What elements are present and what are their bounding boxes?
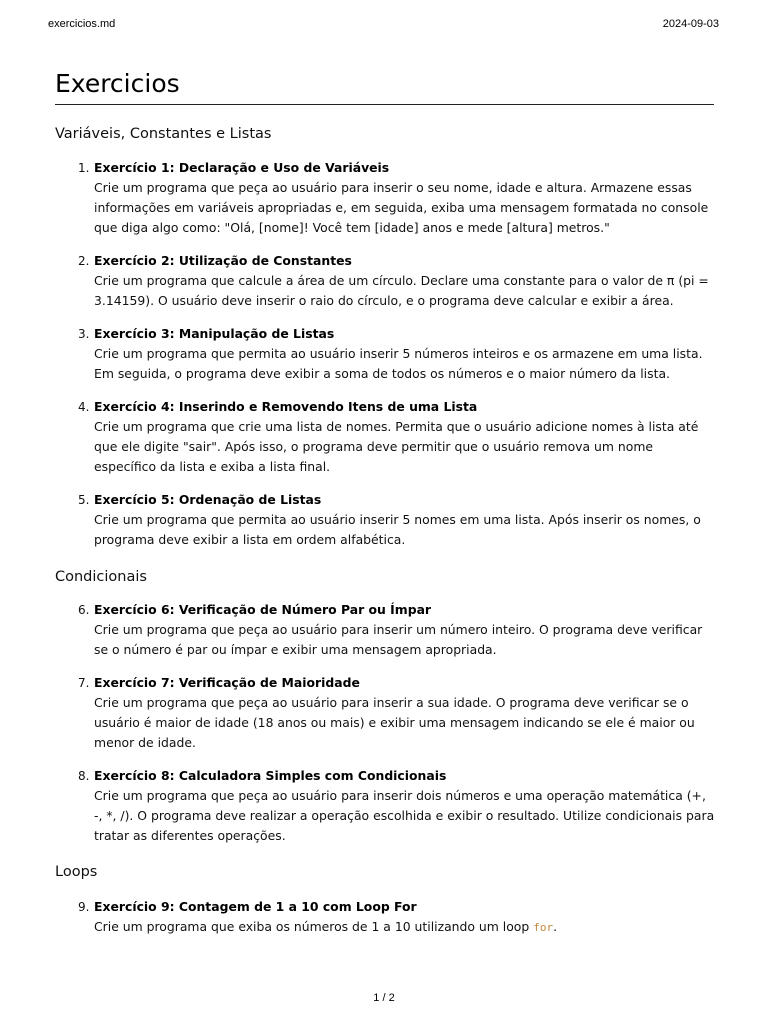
exercise-number: 1. — [78, 161, 90, 175]
exercise-description-text: Crie um programa que exiba os números de 1 a 10 utilizando um loop — [94, 919, 530, 934]
exercise-description: Crie um programa que peça ao usuário para inserir o seu nome, idade e altura. Armazene essas informações em variáveis apropriadas e, em seguida, exiba uma mensagem formatada no console que diga algo como: "Olá, [nome]! Você tem [idade] anos e mede [altura] metros." — [94, 180, 709, 235]
exercise-title: Exercício 2: Utilização de Constantes — [94, 253, 352, 268]
page-number: 1 / 2 — [373, 992, 395, 1004]
section-heading-variaveis: Variáveis, Constantes e Listas — [55, 126, 272, 142]
exercise-title: Exercício 3: Manipulação de Listas — [94, 326, 335, 341]
exercise-title: Exercício 8: Calculadora Simples com Condicionais — [94, 768, 447, 783]
exercise-title: Exercício 7: Verificação de Maioridade — [94, 675, 360, 690]
exercise-description: Crie um programa que peça ao usuário para inserir a sua idade. O programa deve verificar se o usuário é maior de idade (18 anos ou mais) e exibir uma mensagem indicando se ele é maior ou menor de idade. — [94, 695, 695, 750]
exercise-description: Crie um programa que peça ao usuário para inserir um número inteiro. O programa deve verificar se o número é par ou ímpar e exibir uma mensagem apropriada. — [94, 622, 703, 657]
exercise-number: 8. — [78, 769, 90, 783]
exercise-number: 2. — [78, 254, 90, 268]
exercise-description: Crie um programa que permita ao usuário inserir 5 números inteiros e os armazene em uma lista. Em seguida, o programa deve exibir a soma de todos os números e o maior número da lista. — [94, 346, 703, 381]
exercise-item — [78, 324, 716, 384]
exercise-number: 3. — [78, 327, 90, 341]
exercise-item — [78, 897, 716, 938]
exercise-item — [78, 490, 716, 550]
exercise-description: Crie um programa que peça ao usuário para inserir dois números e uma operação matemática (+, -, *, /). O programa deve realizar a operação escolhida e exibir o resultado. Utilize condicionais para tratar as diferentes operações. — [94, 788, 715, 843]
inline-code: for — [533, 921, 554, 934]
exercise-item — [78, 397, 716, 477]
exercise-description — [94, 917, 716, 938]
exercise-number: 7. — [78, 676, 90, 690]
page-title: Exercicios — [55, 68, 714, 105]
exercise-item — [78, 251, 716, 311]
exercise-number: 5. — [78, 493, 90, 507]
exercise-number: 4. — [78, 400, 90, 414]
exercise-number: 6. — [78, 603, 90, 617]
exercise-description: Crie um programa que calcule a área de um círculo. Declare uma constante para o valor de π (pi = 3.14159). O usuário deve inserir o raio do círculo, e o programa deve calcular e exibir a área. — [94, 273, 709, 308]
exercise-item — [78, 766, 716, 846]
exercise-description: Crie um programa que permita ao usuário inserir 5 nomes em uma lista. Após inserir os nomes, o programa deve exibir a lista em ordem alfabética. — [94, 512, 701, 547]
exercise-title: Exercício 6: Verificação de Número Par ou Ímpar — [94, 602, 432, 617]
print-header — [48, 17, 719, 31]
document-filename: exercicios.md — [48, 18, 116, 30]
exercise-item — [78, 673, 716, 753]
exercise-item — [78, 600, 716, 660]
section-heading-loops: Loops — [55, 864, 98, 880]
exercise-number: 9. — [78, 900, 90, 914]
section-heading-condicionais: Condicionais — [55, 569, 147, 585]
exercise-title: Exercício 5: Ordenação de Listas — [94, 492, 322, 507]
print-date: 2024-09-03 — [662, 18, 719, 30]
exercise-description: Crie um programa que crie uma lista de nomes. Permita que o usuário adicione nomes à lista até que ele digite "sair". Após isso, o programa deve permitir que o usuário remova um nome específico da lista e exiba a lista final. — [94, 419, 699, 474]
exercise-item — [78, 158, 716, 238]
description-suffix: . — [553, 919, 558, 934]
exercise-title: Exercício 1: Declaração e Uso de Variáveis — [94, 160, 390, 175]
exercise-title: Exercício 4: Inserindo e Removendo Itens de uma Lista — [94, 399, 478, 414]
exercise-title: Exercício 9: Contagem de 1 a 10 com Loop For — [94, 899, 417, 914]
